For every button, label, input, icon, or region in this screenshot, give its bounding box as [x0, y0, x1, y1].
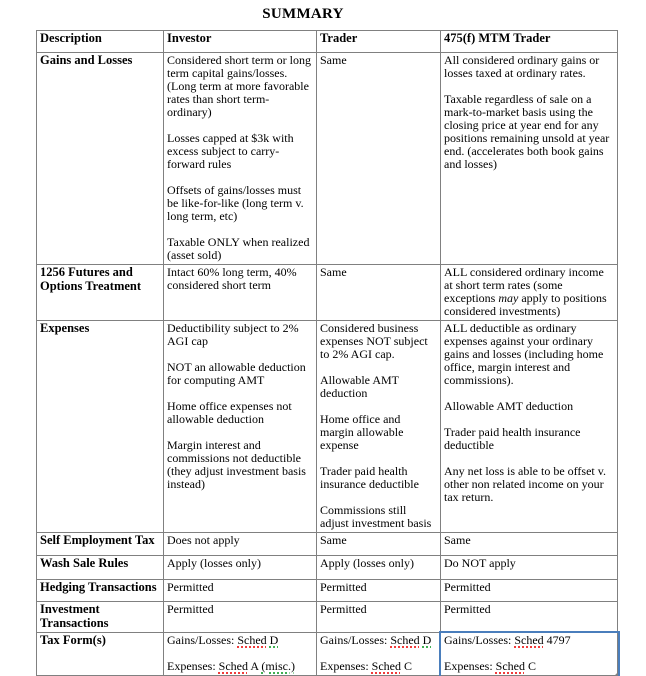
paragraph: [444, 660, 614, 673]
text-segment: Does not apply: [167, 533, 240, 547]
row-label-expenses[interactable]: Expenses: [37, 321, 164, 533]
text-segment: Permitted: [444, 602, 491, 616]
paragraph: [167, 184, 313, 223]
cell-expenses-mtm-trader[interactable]: [441, 321, 618, 533]
row-label-tax-forms[interactable]: Tax Form(s): [37, 633, 164, 676]
cell-self-employment-tax-mtm-trader[interactable]: [441, 533, 618, 556]
paragraph: [444, 426, 614, 452]
text-segment: Commissions still adjust investment basis: [320, 503, 432, 530]
table-row-expenses: [37, 321, 618, 533]
text-segment: Intact 60% long term, 40% considered short term: [167, 265, 297, 292]
paragraph: [167, 634, 313, 647]
text-segment: Expenses:: [320, 659, 372, 673]
paragraph: [320, 374, 437, 400]
misspelled-word: Sched: [218, 659, 248, 673]
text-segment: Trader paid health insurance deductible: [320, 464, 419, 491]
misspelled-word: Sched: [237, 633, 267, 647]
paragraph: [167, 557, 313, 570]
text-segment: Expenses:: [167, 659, 219, 673]
paragraph: [320, 581, 437, 594]
row-label-1256-futures-options[interactable]: 1256 Futures and Options Treatment: [37, 265, 164, 321]
paragraph: [320, 322, 437, 361]
cell-1256-futures-options-mtm-trader[interactable]: [441, 265, 618, 321]
column-header-475-f-mtm-trader[interactable]: 475(f) MTM Trader: [441, 31, 618, 53]
text-segment: Losses capped at $3k with excess subject to carry-forward rules: [167, 131, 294, 171]
table-row-gains-and-losses: [37, 53, 618, 265]
text-segment: Permitted: [167, 602, 214, 616]
text-segment: ALL considered ordinary income at short term rates (some exceptions: [444, 265, 604, 305]
text-segment: Allowable AMT deduction: [320, 373, 399, 400]
paragraph: [444, 557, 614, 570]
cell-hedging-transactions-trader[interactable]: [317, 580, 441, 602]
cell-1256-futures-options-trader[interactable]: [317, 265, 441, 321]
table-row-wash-sale-rules: [37, 556, 618, 580]
cell-hedging-transactions-mtm-trader[interactable]: [441, 580, 618, 602]
table-row-self-employment-tax: [37, 533, 618, 556]
text-segment: Permitted: [444, 580, 491, 594]
row-label-self-employment-tax[interactable]: Self Employment Tax: [37, 533, 164, 556]
grammar-flagged-text: (misc.): [261, 659, 295, 673]
text-segment: Same: [320, 533, 347, 547]
paragraph: [444, 581, 614, 594]
table-header-row: [37, 31, 618, 53]
paragraph: [320, 634, 437, 647]
text-segment: Permitted: [320, 602, 367, 616]
cell-self-employment-tax-investor[interactable]: [164, 533, 317, 556]
table-row-tax-forms: [37, 633, 618, 676]
cell-tax-forms-investor[interactable]: [164, 633, 317, 676]
italic-text: may: [498, 291, 519, 305]
text-segment: Same: [444, 533, 471, 547]
text-segment: NOT an allowable deduction for computing AMT: [167, 360, 306, 387]
paragraph: [320, 413, 437, 452]
page-title: SUMMARY: [262, 6, 344, 22]
misspelled-word: Sched: [371, 659, 401, 673]
text-segment: All considered ordinary gains or losses taxed at ordinary rates.: [444, 53, 600, 80]
paragraph: [320, 465, 437, 491]
misspelled-word: Sched: [495, 659, 525, 673]
paragraph: [320, 504, 437, 530]
text-segment: ALL deductible as ordinary expenses against your ordinary gains and losses (including home office, margin interest and commissions).: [444, 321, 604, 387]
paragraph: [167, 322, 313, 348]
text-segment: Same: [320, 265, 347, 279]
paragraph: [320, 557, 437, 570]
paragraph: [320, 660, 437, 673]
cell-expenses-investor[interactable]: [164, 321, 317, 533]
cell-self-employment-tax-trader[interactable]: [317, 533, 441, 556]
paragraph: [167, 581, 313, 594]
text-segment: Margin interest and commissions not deductible (they adjust investment basis instead): [167, 438, 306, 491]
text-segment: apply to positions considered investments): [444, 291, 607, 318]
text-segment: Home office and margin allowable expense: [320, 412, 404, 452]
text-segment: Same: [320, 53, 347, 67]
cell-wash-sale-rules-investor[interactable]: [164, 556, 317, 580]
cell-1256-futures-options-investor[interactable]: [164, 265, 317, 321]
text-segment: Allowable AMT deduction: [444, 399, 574, 413]
grammar-flagged-text: D: [422, 633, 432, 647]
paragraph: [167, 603, 313, 616]
cell-gains-and-losses-mtm-trader[interactable]: [441, 53, 618, 265]
text-segment: Apply (losses only): [320, 556, 414, 570]
cell-tax-forms-mtm-trader[interactable]: [441, 633, 618, 676]
paragraph: [167, 660, 313, 673]
cell-wash-sale-rules-trader[interactable]: [317, 556, 441, 580]
misspelled-word: Sched: [514, 633, 544, 647]
text-segment: Do NOT apply: [444, 556, 516, 570]
table-row-1256-futures-options: [37, 265, 618, 321]
paragraph: [320, 54, 437, 67]
table-row-investment-transactions: [37, 602, 618, 633]
paragraph: [167, 400, 313, 426]
text-segment: Expenses:: [444, 659, 496, 673]
cell-investment-transactions-trader[interactable]: [317, 602, 441, 633]
paragraph: [167, 266, 313, 292]
paragraph: [444, 465, 614, 504]
column-header-description[interactable]: Description: [37, 31, 164, 53]
text-segment: Permitted: [320, 580, 367, 594]
column-header-investor[interactable]: Investor: [164, 31, 317, 53]
cell-tax-forms-trader[interactable]: [317, 633, 441, 676]
table-row-hedging-transactions: [37, 580, 618, 602]
paragraph: [444, 534, 614, 547]
text-segment: Gains/Losses:: [167, 633, 238, 647]
cell-wash-sale-rules-mtm-trader[interactable]: [441, 556, 618, 580]
misspelled-word: Sched: [390, 633, 420, 647]
text-segment: Taxable regardless of sale on a mark-to-market basis using the closing price at year end for any positions remaining unsold at year end. (accelerates both book gains and losses): [444, 92, 610, 171]
paragraph: [444, 400, 614, 413]
paragraph: [320, 266, 437, 279]
paragraph: [444, 603, 614, 616]
text-segment: C: [524, 659, 536, 673]
text-segment: Home office expenses not allowable deduction: [167, 399, 292, 426]
cell-investment-transactions-investor[interactable]: [164, 602, 317, 633]
text-segment: Taxable ONLY when realized (asset sold): [167, 235, 310, 262]
text-segment: Permitted: [167, 580, 214, 594]
paragraph: [167, 236, 313, 262]
row-label-wash-sale-rules[interactable]: Wash Sale Rules: [37, 556, 164, 580]
cell-hedging-transactions-investor[interactable]: [164, 580, 317, 602]
text-segment: Trader paid health insurance deductible: [444, 425, 581, 452]
text-segment: Offsets of gains/losses must be like-for-like (long term v. long term, etc): [167, 183, 304, 223]
text-segment: A: [247, 659, 262, 673]
summary-table: [36, 30, 618, 676]
row-label-gains-and-losses[interactable]: Gains and Losses: [37, 53, 164, 265]
paragraph: [444, 266, 614, 318]
cell-investment-transactions-mtm-trader[interactable]: [441, 602, 618, 633]
text-segment: Apply (losses only): [167, 556, 261, 570]
text-segment: Considered business expenses NOT subject to 2% AGI cap.: [320, 321, 428, 361]
paragraph: [167, 534, 313, 547]
paragraph: [444, 54, 614, 80]
text-segment: Gains/Losses:: [320, 633, 391, 647]
row-label-investment-transactions[interactable]: Investment Transactions: [37, 602, 164, 633]
row-label-hedging-transactions[interactable]: Hedging Transactions: [37, 580, 164, 602]
paragraph: [444, 93, 614, 171]
cell-gains-and-losses-investor[interactable]: [164, 53, 317, 265]
selection-resize-handle[interactable]: [615, 673, 618, 676]
paragraph: [320, 603, 437, 616]
paragraph: [444, 634, 614, 647]
column-header-trader[interactable]: Trader: [317, 31, 441, 53]
text-segment: 4797: [543, 633, 571, 647]
cell-expenses-trader[interactable]: [317, 321, 441, 533]
cell-gains-and-losses-trader[interactable]: [317, 53, 441, 265]
paragraph: [320, 534, 437, 547]
paragraph: [444, 322, 614, 387]
text-segment: Gains/Losses:: [444, 633, 515, 647]
text-segment: Any net loss is able to be offset v. other non related income on your tax return.: [444, 464, 606, 504]
paragraph: [167, 54, 313, 119]
paragraph: [167, 439, 313, 491]
text-segment: C: [400, 659, 412, 673]
paragraph: [167, 361, 313, 387]
text-segment: Considered short term or long term capital gains/losses. (Long term at more favorable rates than short term-ordinary): [167, 53, 311, 119]
text-segment: Deductibility subject to 2% AGI cap: [167, 321, 299, 348]
grammar-flagged-text: D: [269, 633, 279, 647]
paragraph: [167, 132, 313, 171]
